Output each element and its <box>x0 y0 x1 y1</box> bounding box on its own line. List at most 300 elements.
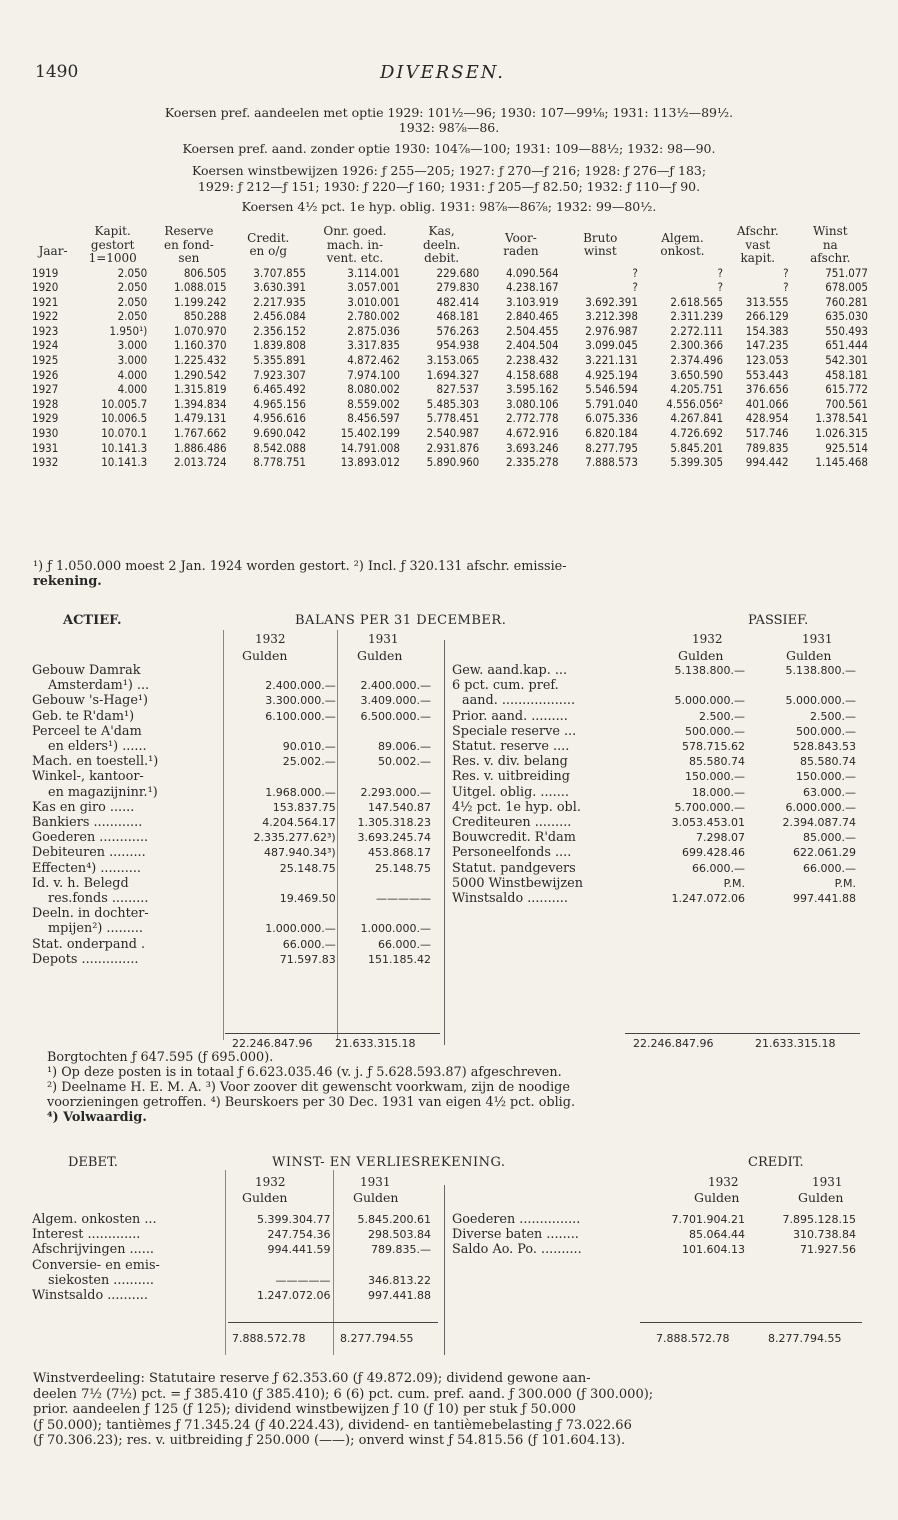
stats-header-cell <box>791 225 870 266</box>
stats-cell: 1923 <box>32 323 59 338</box>
stats-header-cell <box>402 225 481 266</box>
line-item-value: 2.293.000.— <box>360 785 431 799</box>
line-item-value: 5.138.800.— <box>785 664 856 677</box>
stats-cell: 3.103.919 <box>505 294 559 309</box>
distribution-line-4: (ƒ 50.000); tantièmes ƒ 71.345.24 (ƒ 40.224.43), dividend- en tantièmebelasting ƒ 73.022.66 <box>33 1417 632 1433</box>
stats-cell: 1.767.662 <box>173 426 227 441</box>
assets-divider-1 <box>223 630 224 1040</box>
line-item-value: 153.837.75 <box>272 800 336 814</box>
liab-row <box>452 709 862 724</box>
assets-row <box>32 754 437 769</box>
line-item-value: 3.409.000.— <box>360 694 431 708</box>
line-item-label: Crediteuren ......... <box>452 815 572 831</box>
pl-right-label: CREDIT. <box>748 1155 804 1170</box>
line-item-label: Uitgel. oblig. ....... <box>452 784 569 800</box>
stats-cell: 1919 <box>32 265 59 280</box>
line-item-value: ————— <box>376 892 431 906</box>
stats-cell: 2.618.565 <box>670 294 724 309</box>
stats-header-cell <box>229 225 308 266</box>
liab-row <box>452 724 862 739</box>
assets-total-1931: 21.633.315.18 <box>335 1037 416 1050</box>
line-item-value: 994.441.59 <box>267 1243 331 1257</box>
line-item-value: 85.580.74 <box>689 755 745 769</box>
stats-header-line: vent. etc. <box>326 251 384 265</box>
stats-cell: 4.000 <box>117 382 148 397</box>
liab-row <box>452 678 862 693</box>
stats-cell: 2.050 <box>117 294 148 309</box>
stats-cell: 850.288 <box>183 309 227 324</box>
pl-credit-total-1931: 8.277.794.55 <box>768 1332 842 1345</box>
pl-divider <box>444 1185 445 1355</box>
pl-debit-year-1931: 1931 <box>360 1175 391 1189</box>
stats-cell: 651.444 <box>825 338 868 353</box>
stats-header-row <box>30 225 870 266</box>
line-item-value: 50.002.— <box>378 755 431 769</box>
stats-cell: ? <box>717 280 724 295</box>
stats-row <box>30 266 870 281</box>
line-item-value: ————— <box>275 1273 331 1287</box>
balance-note-1: Borgtochten ƒ 647.595 (ƒ 695.000). <box>47 1050 274 1065</box>
stats-cell: 1.479.131 <box>173 411 227 426</box>
liab-year-1932: 1932 <box>692 632 723 646</box>
line-item-label: Bouwcredit. R'dam <box>452 830 576 846</box>
assets-row <box>32 800 437 815</box>
liab-year-1931: 1931 <box>802 632 833 646</box>
stats-cell: 2.780.002 <box>347 309 400 324</box>
line-item-label: Geb. te R'dam¹) <box>32 708 135 724</box>
line-item-label: Stat. onderpand . <box>32 936 146 952</box>
stats-cell: 4.267.841 <box>670 411 724 426</box>
line-item-label: Winstsaldo .......... <box>452 891 568 907</box>
stats-cell: 401.066 <box>745 396 789 411</box>
stats-cell: 1.694.327 <box>426 367 480 382</box>
stats-cell: 3.692.391 <box>585 294 638 309</box>
line-item-value: 5.000.000.— <box>785 694 856 708</box>
distribution-line-2: deelen 7½ (7½) pct. = ƒ 385.410 (ƒ 385.410); 6 (6) pct. cum. pref. aand. ƒ 300.000 (ƒ 300.000); <box>33 1386 654 1402</box>
line-item-value: 7.895.128.15 <box>782 1213 856 1226</box>
assets-row <box>32 785 437 800</box>
balance-note-4: voorzieningen getroffen. ⁴) Beurskoers per 30 Dec. 1931 van eigen 4½ pct. oblig. <box>47 1095 576 1110</box>
profit-distribution <box>33 1371 653 1449</box>
stats-cell: 458.181 <box>825 367 868 382</box>
assets-row <box>32 921 437 936</box>
pl-left-label: DEBET. <box>68 1155 118 1170</box>
section-title: DIVERSEN. <box>380 62 506 83</box>
stats-cell: 8.542.088 <box>253 440 306 455</box>
stats-cell: 1.088.015 <box>173 280 227 295</box>
assets-row <box>32 678 437 693</box>
stats-cell: 3.595.162 <box>505 382 559 397</box>
liab-total-1931: 21.633.315.18 <box>755 1037 836 1050</box>
line-item-value: 66.000.— <box>378 937 431 951</box>
line-item-value: 5.138.800.— <box>674 664 745 677</box>
stats-cell: 827.537 <box>436 382 480 397</box>
stats-header-cell <box>149 225 228 266</box>
assets-divider-2 <box>337 630 338 1040</box>
stats-cell: 8.456.597 <box>347 411 400 426</box>
stats-cell: 15.402.199 <box>340 426 400 441</box>
line-item-value <box>342 769 437 784</box>
line-item-value: 147.540.87 <box>368 800 431 814</box>
assets-row <box>32 906 437 921</box>
stats-cell: 3.080.106 <box>505 396 559 411</box>
line-item-value: 310.738.84 <box>793 1228 856 1242</box>
stats-cell: ? <box>632 280 638 295</box>
line-item-label: Deeln. in dochter- <box>32 906 149 922</box>
stats-cell: 1.026.315 <box>815 426 868 441</box>
stats-row <box>30 368 870 383</box>
line-item-value: 2.394.087.74 <box>782 816 856 830</box>
stats-cell: 3.630.391 <box>253 280 306 295</box>
debit-row <box>32 1227 437 1242</box>
pl-debit-total-rule <box>228 1322 438 1323</box>
line-item-value: 578.715.62 <box>682 740 745 754</box>
line-item-value: 101.604.13 <box>682 1243 745 1257</box>
stats-cell: 1.199.242 <box>173 294 227 309</box>
intro-line-5: 1929: ƒ 212—ƒ 151; 1930: ƒ 220—ƒ 160; 1931: ƒ 205—ƒ 82.50; 1932: ƒ 110—ƒ 90. <box>197 179 701 194</box>
line-item-value: 1.000.000.— <box>265 922 336 936</box>
stats-header-line: Bruto <box>583 230 618 245</box>
line-item-value: 150.000.— <box>796 770 856 784</box>
stats-cell: 1931 <box>32 440 59 455</box>
pl-credit-total-1932: 7.888.572.78 <box>656 1332 730 1345</box>
stats-cell: 2.840.465 <box>505 309 559 324</box>
line-item-label: Diverse baten ........ <box>452 1227 579 1243</box>
balance-note-5: ⁴) Volwaardig. <box>47 1110 147 1125</box>
stats-cell: 2.050 <box>117 265 148 280</box>
stats-cell: 1.839.808 <box>253 338 306 353</box>
line-item-value <box>337 1258 438 1273</box>
stats-header-cell <box>561 225 640 266</box>
stats-row <box>30 426 870 441</box>
stats-cell: 5.355.891 <box>253 353 306 368</box>
balance-left-label: ACTIEF. <box>63 613 122 628</box>
stats-cell: 8.277.795 <box>585 440 638 455</box>
stats-cell: 2.404.504 <box>505 338 559 353</box>
stats-cell: 1920 <box>32 280 59 295</box>
liab-row <box>452 769 862 784</box>
pl-debit-year-1932: 1932 <box>255 1175 286 1189</box>
stats-header-line: afschr. <box>810 251 851 265</box>
line-item-label: Interest ............. <box>32 1227 141 1243</box>
line-item-value: 63.000.— <box>803 785 856 799</box>
stats-header-line: 1=1000 <box>88 251 137 265</box>
line-item-label: Saldo Ao. Po. .......... <box>452 1242 582 1258</box>
stats-cell: 5.845.201 <box>670 440 724 455</box>
line-item-value: 997.441.88 <box>793 892 856 906</box>
stats-cell: 2.300.366 <box>670 338 724 353</box>
stats-cell: 10.070.1 <box>101 426 148 441</box>
stats-cell: 576.263 <box>436 323 480 338</box>
balance-right-label: PASSIEF. <box>748 613 809 628</box>
credit-row <box>452 1227 862 1242</box>
stats-cell: 954.938 <box>436 338 480 353</box>
line-item-value: 71.927.56 <box>800 1243 856 1257</box>
stats-row <box>30 295 870 310</box>
stats-cell: 4.872.462 <box>347 353 400 368</box>
line-item-value: 5.845.200.61 <box>357 1213 431 1226</box>
line-item-value <box>236 724 342 739</box>
stats-cell: 154.383 <box>745 323 789 338</box>
line-item-label: siekosten .......... <box>48 1272 154 1288</box>
liab-total-rule <box>625 1033 860 1034</box>
stats-row <box>30 397 870 412</box>
liab-row <box>452 739 862 754</box>
line-item-value: 6.500.000.— <box>360 709 431 723</box>
stats-cell: 266.129 <box>745 309 789 324</box>
debit-row <box>32 1242 437 1257</box>
liab-row <box>452 830 862 845</box>
stats-cell: 3.707.855 <box>253 265 306 280</box>
stats-cell: 1.290.542 <box>173 367 227 382</box>
line-item-label: Winkel-, kantoor- <box>32 769 144 785</box>
stats-cell: 4.956.616 <box>253 411 306 426</box>
stats-cell: 279.830 <box>436 280 480 295</box>
line-item-value: 1.247.072.06 <box>257 1289 331 1303</box>
stats-cell: 1929 <box>32 411 59 426</box>
line-item-value: 2.335.277.62³) <box>253 831 336 845</box>
stats-cell: 13.893.012 <box>340 455 400 470</box>
line-item-value <box>342 876 437 891</box>
stats-cell: 7.888.573 <box>585 455 638 470</box>
pl-debit-total-1931: 8.277.794.55 <box>340 1332 414 1345</box>
line-item-value: 997.441.88 <box>368 1289 431 1303</box>
assets-row <box>32 724 437 739</box>
pl-debit-unit-2: Gulden <box>353 1190 399 1205</box>
line-item-label: Effecten⁴) .......... <box>32 860 141 876</box>
line-item-value <box>640 678 751 693</box>
line-item-value: 5.700.000.— <box>674 800 745 814</box>
stats-cell: 1.070.970 <box>173 323 227 338</box>
stats-cell: 5.546.594 <box>585 382 638 397</box>
stats-cell: 2.504.455 <box>505 323 559 338</box>
stats-cell: 2.374.496 <box>670 353 724 368</box>
pl-debit-total-1932: 7.888.572.78 <box>232 1332 306 1345</box>
stats-header-line: Voor- <box>505 230 537 245</box>
stats-cell: 2.976.987 <box>585 323 638 338</box>
stats-cell: 517.746 <box>745 426 789 441</box>
stats-header-line: vast <box>745 237 771 252</box>
balance-divider <box>444 640 445 1045</box>
intro-line-1: Koersen pref. aandeelen met optie 1929: 101½—96; 1930: 107—99⅛; 1931: 113½—89½. <box>164 105 734 120</box>
stats-cell: 2.456.084 <box>253 309 306 324</box>
balance-title: BALANS PER 31 DECEMBER. <box>295 613 507 628</box>
distribution-line-3: prior. aandeelen ƒ 125 (ƒ 125); dividend winstbewijzen ƒ 10 (ƒ 10) per stuk ƒ 50.000 <box>33 1402 577 1417</box>
pl-credit-year-1931: 1931 <box>812 1175 843 1189</box>
intro-line-4: Koersen winstbewijzen 1926: ƒ 255—205; 1927: ƒ 270—ƒ 216; 1928: ƒ 276—ƒ 183; <box>191 163 707 178</box>
debit-row <box>32 1258 437 1273</box>
stats-row <box>30 455 870 470</box>
line-item-label: Winstsaldo .......... <box>32 1288 148 1304</box>
stats-row <box>30 280 870 295</box>
stats-cell: 7.923.307 <box>253 367 306 382</box>
stats-cell: ? <box>783 265 789 280</box>
stats-cell: 1.225.432 <box>173 353 227 368</box>
stats-header-line: gestort <box>90 237 135 252</box>
liab-unit-2: Gulden <box>786 648 832 663</box>
stats-cell: 4.925.194 <box>585 367 638 382</box>
balance-note-2: ¹) Op deze posten is in totaal ƒ 6.623.035.46 (v. j. ƒ 5.628.593.87) afgeschreven. <box>47 1065 562 1080</box>
stats-header-line: Winst <box>812 224 848 238</box>
line-item-value: 487.940.34³) <box>264 846 336 860</box>
stats-header-line: Afschr. <box>736 224 779 238</box>
stats-row <box>30 324 870 339</box>
liab-row <box>452 861 862 876</box>
stats-header-line: en fond- <box>164 237 214 252</box>
stats-cell: 5.778.451 <box>426 411 480 426</box>
stats-cell: 9.690.042 <box>253 426 306 441</box>
stats-cell: 10.141.3 <box>101 455 148 470</box>
stats-header-line: Kas, <box>428 224 455 238</box>
stats-cell: 2.238.432 <box>505 353 559 368</box>
stats-cell: 6.075.336 <box>585 411 638 426</box>
stats-header-cell <box>640 225 725 266</box>
line-item-label: res.fonds ......... <box>48 891 149 907</box>
stats-cell: 1932 <box>32 455 59 470</box>
assets-row <box>32 693 437 708</box>
stats-cell: 1930 <box>32 426 59 441</box>
line-item-value: 789.835.— <box>371 1243 431 1257</box>
pl-credit-total-rule <box>640 1322 862 1323</box>
assets-row <box>32 952 437 967</box>
line-item-label: en elders¹) ...... <box>48 739 147 755</box>
stats-cell: 10.006.5 <box>101 411 148 426</box>
assets-row <box>32 815 437 830</box>
stats-cell: 5.791.040 <box>585 396 638 411</box>
stats-cell: 10.141.3 <box>101 440 148 455</box>
distribution-line-5: (ƒ 70.306.23); res. v. uitbreiding ƒ 250.000 (——); onverd winst ƒ 54.815.56 (ƒ 101.604.13). <box>33 1433 626 1448</box>
stats-cell: 468.181 <box>436 309 480 324</box>
line-item-value: 151.185.42 <box>368 952 431 966</box>
line-item-label: 5000 Winstbewijzen <box>452 875 583 891</box>
line-item-label: Personeelfonds .... <box>452 845 572 861</box>
stats-cell: 5.890.960 <box>426 455 480 470</box>
line-item-value: 2.500.— <box>699 709 745 723</box>
line-item-value: 150.000.— <box>685 770 745 784</box>
stats-cell: 3.057.001 <box>347 280 400 295</box>
liab-row <box>452 663 862 678</box>
liabilities-table <box>452 663 862 906</box>
stats-cell: 3.650.590 <box>670 367 724 382</box>
stats-header-line: sen <box>178 251 200 265</box>
line-item-label: Bankiers ............ <box>32 815 143 831</box>
line-item-value <box>342 663 437 678</box>
stats-cell: 3.000 <box>117 353 148 368</box>
stats-cell: 4.726.692 <box>670 426 724 441</box>
stats-cell: 3.099.045 <box>585 338 638 353</box>
assets-year-1932: 1932 <box>255 632 286 646</box>
assets-row <box>32 861 437 876</box>
line-item-value: 5.399.304.77 <box>257 1213 331 1226</box>
line-item-value: 1.247.072.06 <box>671 892 745 906</box>
line-item-label: Kas en giro ...... <box>32 799 135 815</box>
stats-cell: 678.005 <box>825 280 868 295</box>
stats-cell: 8.778.751 <box>253 455 306 470</box>
line-item-label: mpijen²) ......... <box>48 921 144 937</box>
line-item-value: 699.428.46 <box>682 846 745 860</box>
line-item-value: 6.000.000.— <box>785 800 856 814</box>
liab-row <box>452 785 862 800</box>
stats-cell: 14.791.008 <box>340 440 400 455</box>
stats-row <box>30 353 870 368</box>
pl-credit-table <box>452 1212 862 1258</box>
liabilities-section <box>452 663 862 906</box>
liab-row <box>452 815 862 830</box>
stats-header-cell <box>30 225 76 266</box>
distribution-line-1: Winstverdeeling: Statutaire reserve ƒ 62.353.60 (ƒ 49.872.09); dividend gewone aan- <box>33 1371 591 1386</box>
debit-row <box>32 1288 437 1303</box>
line-item-label: Prior. aand. ......... <box>452 708 568 724</box>
line-item-label: Res. v. uitbreiding <box>452 769 570 785</box>
stats-cell: 3.693.246 <box>505 440 559 455</box>
liab-row <box>452 891 862 906</box>
line-item-value: 298.503.84 <box>368 1228 431 1242</box>
line-item-value <box>236 1258 337 1273</box>
stats-cell: 1.950¹) <box>109 323 148 338</box>
stats-cell: 1.145.468 <box>815 455 868 470</box>
debit-row <box>32 1273 437 1288</box>
liab-row <box>452 754 862 769</box>
stats-header-line: Algem. <box>661 230 704 245</box>
stats-row <box>30 411 870 426</box>
stats-cell: 5.485.303 <box>426 396 480 411</box>
stats-cell: 6.465.492 <box>253 382 306 397</box>
line-item-value: 1.968.000.— <box>265 785 336 799</box>
assets-row <box>32 891 437 906</box>
line-item-value: 85.580.74 <box>800 755 856 769</box>
stats-row <box>30 338 870 353</box>
stats-row <box>30 309 870 324</box>
line-item-label: Id. v. h. Belegd <box>32 875 129 891</box>
line-item-value <box>236 906 342 921</box>
pl-credit-unit-1: Gulden <box>694 1190 740 1205</box>
stats-cell: 3.153.065 <box>426 353 480 368</box>
stats-cell: 542.301 <box>825 353 868 368</box>
line-item-value: 5.000.000.— <box>674 694 745 708</box>
stats-cell: 123.053 <box>745 353 789 368</box>
stats-cell: 3.000 <box>117 338 148 353</box>
liab-row <box>452 845 862 860</box>
stats-cell: 2.335.278 <box>505 455 559 470</box>
stats-cell: 229.680 <box>436 265 480 280</box>
stats-cell: 1.160.370 <box>173 338 227 353</box>
stats-header-line: en o/g <box>249 244 288 259</box>
line-item-value: 90.010.— <box>282 740 336 754</box>
line-item-value: 3.053.453.01 <box>671 816 745 830</box>
pl-credit-year-1932: 1932 <box>708 1175 739 1189</box>
line-item-value: 3.693.245.74 <box>357 831 431 845</box>
stats-header-line: Jaar- <box>38 244 68 259</box>
stats-cell: 2.931.876 <box>426 440 480 455</box>
line-item-value: 6.100.000.— <box>265 709 336 723</box>
line-item-label: Gebouw 's-Hage¹) <box>32 693 149 709</box>
assets-table <box>32 663 437 967</box>
stats-cell: 1922 <box>32 309 59 324</box>
line-item-value: 3.300.000.— <box>265 694 336 708</box>
stats-cell: 147.235 <box>745 338 789 353</box>
stats-cell: 1.378.541 <box>815 411 868 426</box>
liab-row <box>452 693 862 708</box>
line-item-label: Algem. onkosten ... <box>32 1212 157 1227</box>
line-item-label: Statut. reserve .... <box>452 739 570 755</box>
line-item-label: Statut. pandgevers <box>452 860 576 876</box>
line-item-label: Gew. aand.kap. ... <box>452 663 568 678</box>
stats-header-cell <box>308 225 402 266</box>
pl-debit-section <box>32 1212 437 1303</box>
stats-cell: ? <box>717 265 724 280</box>
line-item-value <box>236 663 342 678</box>
stats-cell: 4.238.167 <box>505 280 559 295</box>
